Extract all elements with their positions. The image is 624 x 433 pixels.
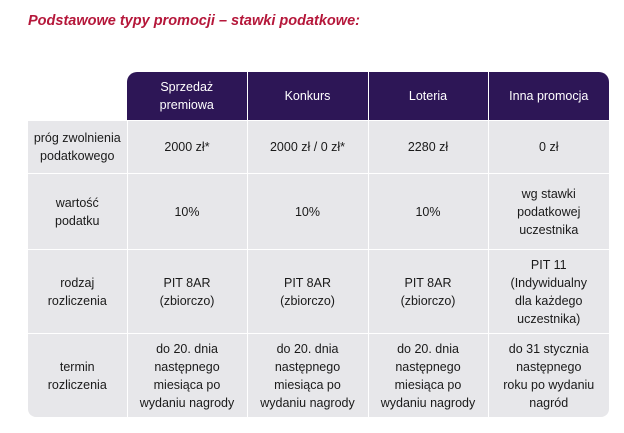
row-label: rodzaj rozliczenia xyxy=(28,250,127,334)
table-cell: do 31 stycznia następnego roku po wydaniu nagród xyxy=(488,334,609,418)
table-cell: do 20. dnia następnego miesiąca po wydaniu nagrody xyxy=(247,334,368,418)
table-row-prog-zwolnienia xyxy=(28,121,609,174)
table-cell: 2000 zł / 0 zł* xyxy=(247,121,368,174)
table-cell: 10% xyxy=(368,174,488,250)
table-cell: 0 zł xyxy=(488,121,609,174)
table-cell: 10% xyxy=(127,174,247,250)
row-label: termin rozliczenia xyxy=(28,334,127,418)
table-row-rodzaj-rozliczenia xyxy=(28,250,609,334)
table-row-wartosc-podatku xyxy=(28,174,609,250)
table-cell: PIT 8AR (zbiorczo) xyxy=(127,250,247,334)
table-header-row xyxy=(28,72,609,121)
table-cell: PIT 8AR (zbiorczo) xyxy=(368,250,488,334)
column-header-loteria: Loteria xyxy=(368,72,488,121)
table-row-termin-rozliczenia xyxy=(28,334,609,418)
page-title: Podstawowe typy promocji – stawki podatkowe: xyxy=(28,13,360,29)
table-cell: do 20. dnia następnego miesiąca po wydaniu nagrody xyxy=(368,334,488,418)
column-header-sprzedaz-premiowa: Sprzedaż premiowa xyxy=(127,72,247,121)
tax-rates-table xyxy=(28,72,609,417)
table-cell: 2280 zł xyxy=(368,121,488,174)
table-cell: do 20. dnia następnego miesiąca po wydaniu nagrody xyxy=(127,334,247,418)
table-cell: wg stawki podatkowej uczestnika xyxy=(488,174,609,250)
table-corner xyxy=(28,72,127,121)
row-label: próg zwolnienia podatkowego xyxy=(28,121,127,174)
table-cell: 10% xyxy=(247,174,368,250)
table-cell: PIT 11 (Indywidualny dla każdego uczestnika) xyxy=(488,250,609,334)
column-header-konkurs: Konkurs xyxy=(247,72,368,121)
row-label: wartość podatku xyxy=(28,174,127,250)
table-cell: PIT 8AR (zbiorczo) xyxy=(247,250,368,334)
table-cell: 2000 zł* xyxy=(127,121,247,174)
column-header-inna-promocja: Inna promocja xyxy=(488,72,609,121)
